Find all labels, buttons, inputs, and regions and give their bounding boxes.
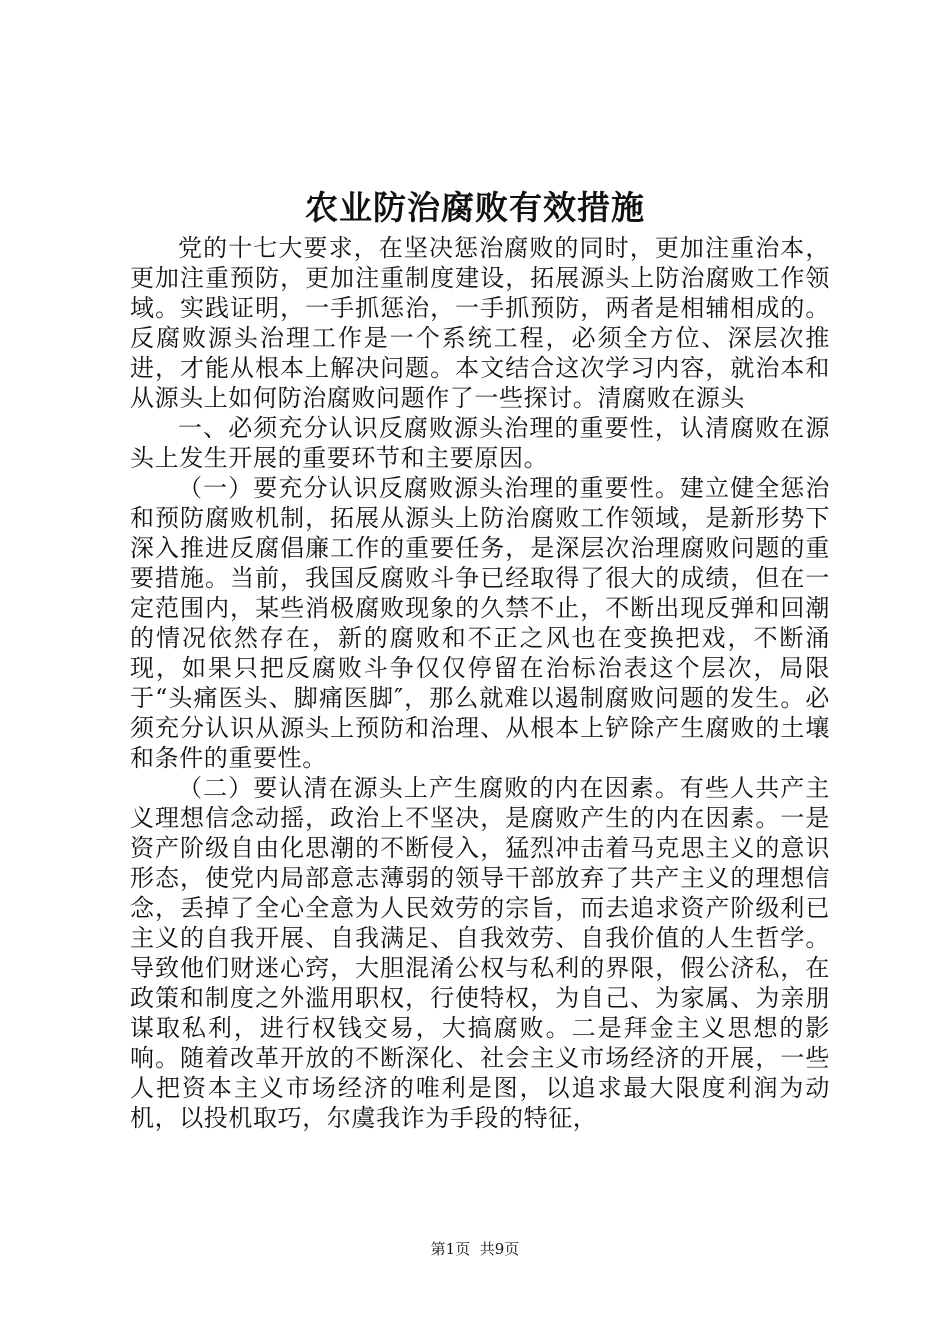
page-number: 第1页	[430, 1240, 471, 1258]
paragraph-section-1-heading: 一、必须充分认识反腐败源头治理的重要性，认清腐败在源头上发生开展的重要环节和主要原因。	[130, 414, 830, 472]
page-footer	[0, 1238, 950, 1260]
paragraph-subsection-2: （二）要认清在源头上产生腐败的内在因素。有些人共产主义理想信念动摇，政治上不坚决，是腐败产生的内在因素。一是资产阶级自由化思潮的不断侵入，猛烈冲击着马克思主义的意识形态，使党内局部意志薄弱的领导干部放弃了共产主义的理想信念，丢掉了全心全意为人民效劳的宗旨，而去追求资产阶级利已主义的自我开展、自我满足、自我效劳、自我价值的人生哲学。导致他们财迷心窍，大胆混淆公权与私利的界限，假公济私，在政策和制度之外滥用职权，行使特权，为自己、为家属、为亲朋谋取私利，进行权钱交易，大搞腐败。二是拜金主义思想的影响。随着改革开放的不断深化、社会主义市场经济的开展，一些人把资本主义市场经济的唯利是图，以追求最大限度利润为动机，以投机取巧，尔虞我诈为手段的特征，	[130, 774, 830, 1132]
page-total: 共9页	[479, 1240, 520, 1258]
document-body	[130, 233, 830, 1133]
paragraph-intro: 党的十七大要求，在坚决惩治腐败的同时，更加注重治本，更加注重预防，更加注重制度建设，拓展源头上防治腐败工作领域。实践证明，一手抓惩治，一手抓预防，两者是相辅相成的。反腐败源头治理工作是一个系统工程，必须全方位、深层次推进，才能从根本上解决问题。本文结合这次学习内容，就治本和从源头上如何防治腐败问题作了一些探讨。清腐败在源头	[130, 234, 830, 412]
paragraph-subsection-1: （一）要充分认识反腐败源头治理的重要性。建立健全惩治和预防腐败机制，拓展从源头上防治腐败工作领域，是新形势下深入推进反腐倡廉工作的重要任务，是深层次治理腐败问题的重要措施。当前，我国反腐败斗争已经取得了很大的成绩，但在一定范围内，某些消极腐败现象的久禁不止，不断出现反弹和回潮的情况依然存在，新的腐败和不正之风也在变换把戏，不断涌现，如果只把反腐败斗争仅仅停留在治标治表这个层次，局限于“头痛医头、脚痛医脚″，那么就难以遏制腐败问题的发生。必须充分认识从源头上预防和治理、从根本上铲除产生腐败的土壤和条件的重要性。	[130, 474, 830, 772]
document-title: 农业防治腐败有效措施	[305, 188, 645, 227]
